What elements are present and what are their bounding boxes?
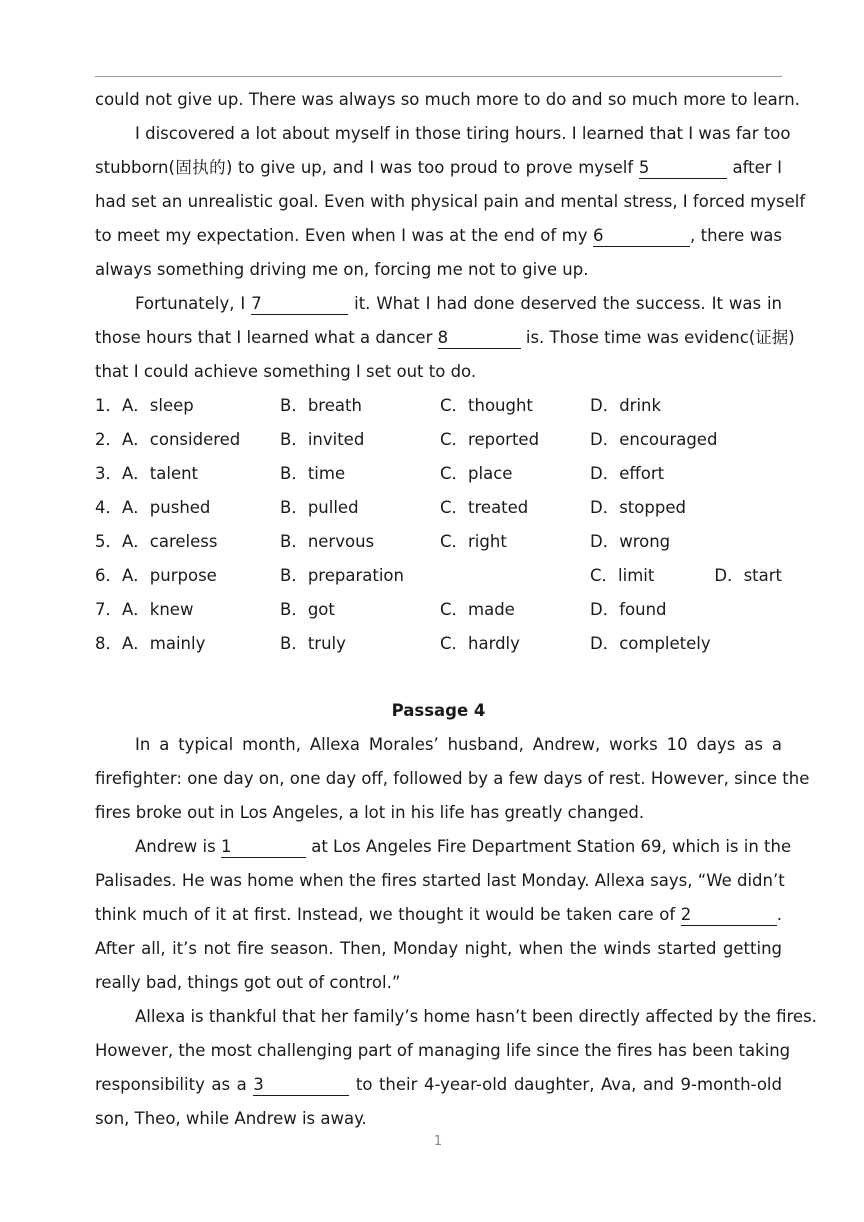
option-d[interactable]: D．wrong [590,532,671,551]
page-number: 1 [433,1134,443,1149]
text-line: After all, it’s not fire season. Then, Monday night, when the winds started getting [95,939,782,958]
passage-title: Passage 4 [391,701,486,720]
option-c[interactable]: C．reported [440,430,540,449]
option-d[interactable]: D．encouraged [590,430,718,449]
option-b[interactable]: B．breath [280,396,362,415]
text-line: Allexa is thankful that her family’s home hasn’t been directly affected by the fires. [135,1007,817,1026]
option-row [95,593,782,627]
text-line: Andrew is 1 at Los Angeles Fire Department Station 69, which is in the [135,837,792,856]
option-b[interactable]: B．nervous [280,532,375,551]
option-b[interactable]: B．truly [280,634,346,653]
option-d[interactable]: D．found [590,600,667,619]
options-list [95,389,782,661]
text-line: those hours that I learned what a dancer 8 is. Those time was evidenc(证据) [95,328,795,347]
option-c[interactable]: C．thought [440,396,533,415]
option-c[interactable]: C．hardly [440,634,520,653]
text-line: In a typical month, Allexa Morales’ husband, Andrew, works 10 days as a [135,735,782,754]
option-b[interactable]: B．pulled [280,498,359,517]
option-b[interactable]: B．got [280,600,335,619]
blank-5[interactable]: 5 [639,158,727,179]
option-a[interactable]: 2．A．considered [95,430,241,449]
text-line: really bad, things got out of control.” [95,973,401,992]
option-c[interactable]: C．made [440,600,515,619]
option-b[interactable]: B．invited [280,430,365,449]
text-line: think much of it at first. Instead, we thought it would be taken care of 2 . [95,905,782,924]
option-d[interactable]: D．completely [590,634,711,653]
option-a[interactable]: 5．A．careless [95,532,218,551]
option-row [95,559,782,593]
blank-2[interactable]: 2 [681,905,777,926]
text-line: fires broke out in Los Angeles, a lot in his life has greatly changed. [95,803,645,822]
option-a[interactable]: 1．A．sleep [95,396,194,415]
option-c[interactable]: C．limit [590,566,655,585]
blank-7[interactable]: 7 [251,294,348,315]
passage3-text [95,83,806,389]
option-row [95,423,782,457]
option-c[interactable]: C．place [440,464,513,483]
option-c[interactable]: C．right [440,532,507,551]
option-row [95,457,782,491]
text-line: that I could achieve something I set out to do. [95,362,477,381]
option-d[interactable]: D．stopped [590,498,686,517]
option-d[interactable]: D．effort [590,464,665,483]
option-row [95,525,782,559]
text-line: Fortunately, I 7 it. What I had done deserved the success. It was in [135,294,782,313]
option-row [95,491,782,525]
blank-6[interactable]: 6 [593,226,690,247]
option-b[interactable]: B．time [280,464,346,483]
text-line: son, Theo, while Andrew is away. [95,1109,367,1128]
text-line: could not give up. There was always so much more to do and so much more to learn. [95,90,800,109]
text-line: to meet my expectation. Even when I was at the end of my 6 , there was [95,226,782,245]
option-c[interactable]: C．treated [440,498,529,517]
text-line: However, the most challenging part of managing life since the fires has been taking [95,1041,791,1060]
blank-1[interactable]: 1 [221,837,306,858]
option-a[interactable]: 8．A．mainly [95,634,206,653]
blank-3[interactable]: 3 [253,1075,349,1096]
option-a[interactable]: 3．A．talent [95,464,199,483]
text-line: I discovered a lot about myself in those tiring hours. I learned that I was far too [135,124,791,143]
option-a[interactable]: 4．A．pushed [95,498,211,517]
option-d[interactable]: D．start [714,566,782,585]
text-line: responsibility as a 3 to their 4-year-old daughter, Ava, and 9-month-old [95,1075,782,1094]
text-line: Palisades. He was home when the fires started last Monday. Allexa says, “We didn’t [95,871,785,890]
header-rule [95,76,782,77]
text-line: firefighter: one day on, one day off, followed by a few days of rest. However, since the [95,769,810,788]
option-a[interactable]: 6．A．purpose [95,566,217,585]
text-line: had set an unrealistic goal. Even with physical pain and mental stress, I forced myself [95,192,806,211]
text-line: always something driving me on, forcing me not to give up. [95,260,589,279]
option-row [95,627,782,661]
option-d[interactable]: D．drink [590,396,662,415]
option-row [95,389,782,423]
passage4-text [95,728,817,1136]
text-line: stubborn(固执的) to give up, and I was too proud to prove myself 5 after I [95,158,782,177]
option-b[interactable]: B．preparation [280,566,404,585]
option-a[interactable]: 7．A．knew [95,600,194,619]
blank-8[interactable]: 8 [438,328,521,349]
